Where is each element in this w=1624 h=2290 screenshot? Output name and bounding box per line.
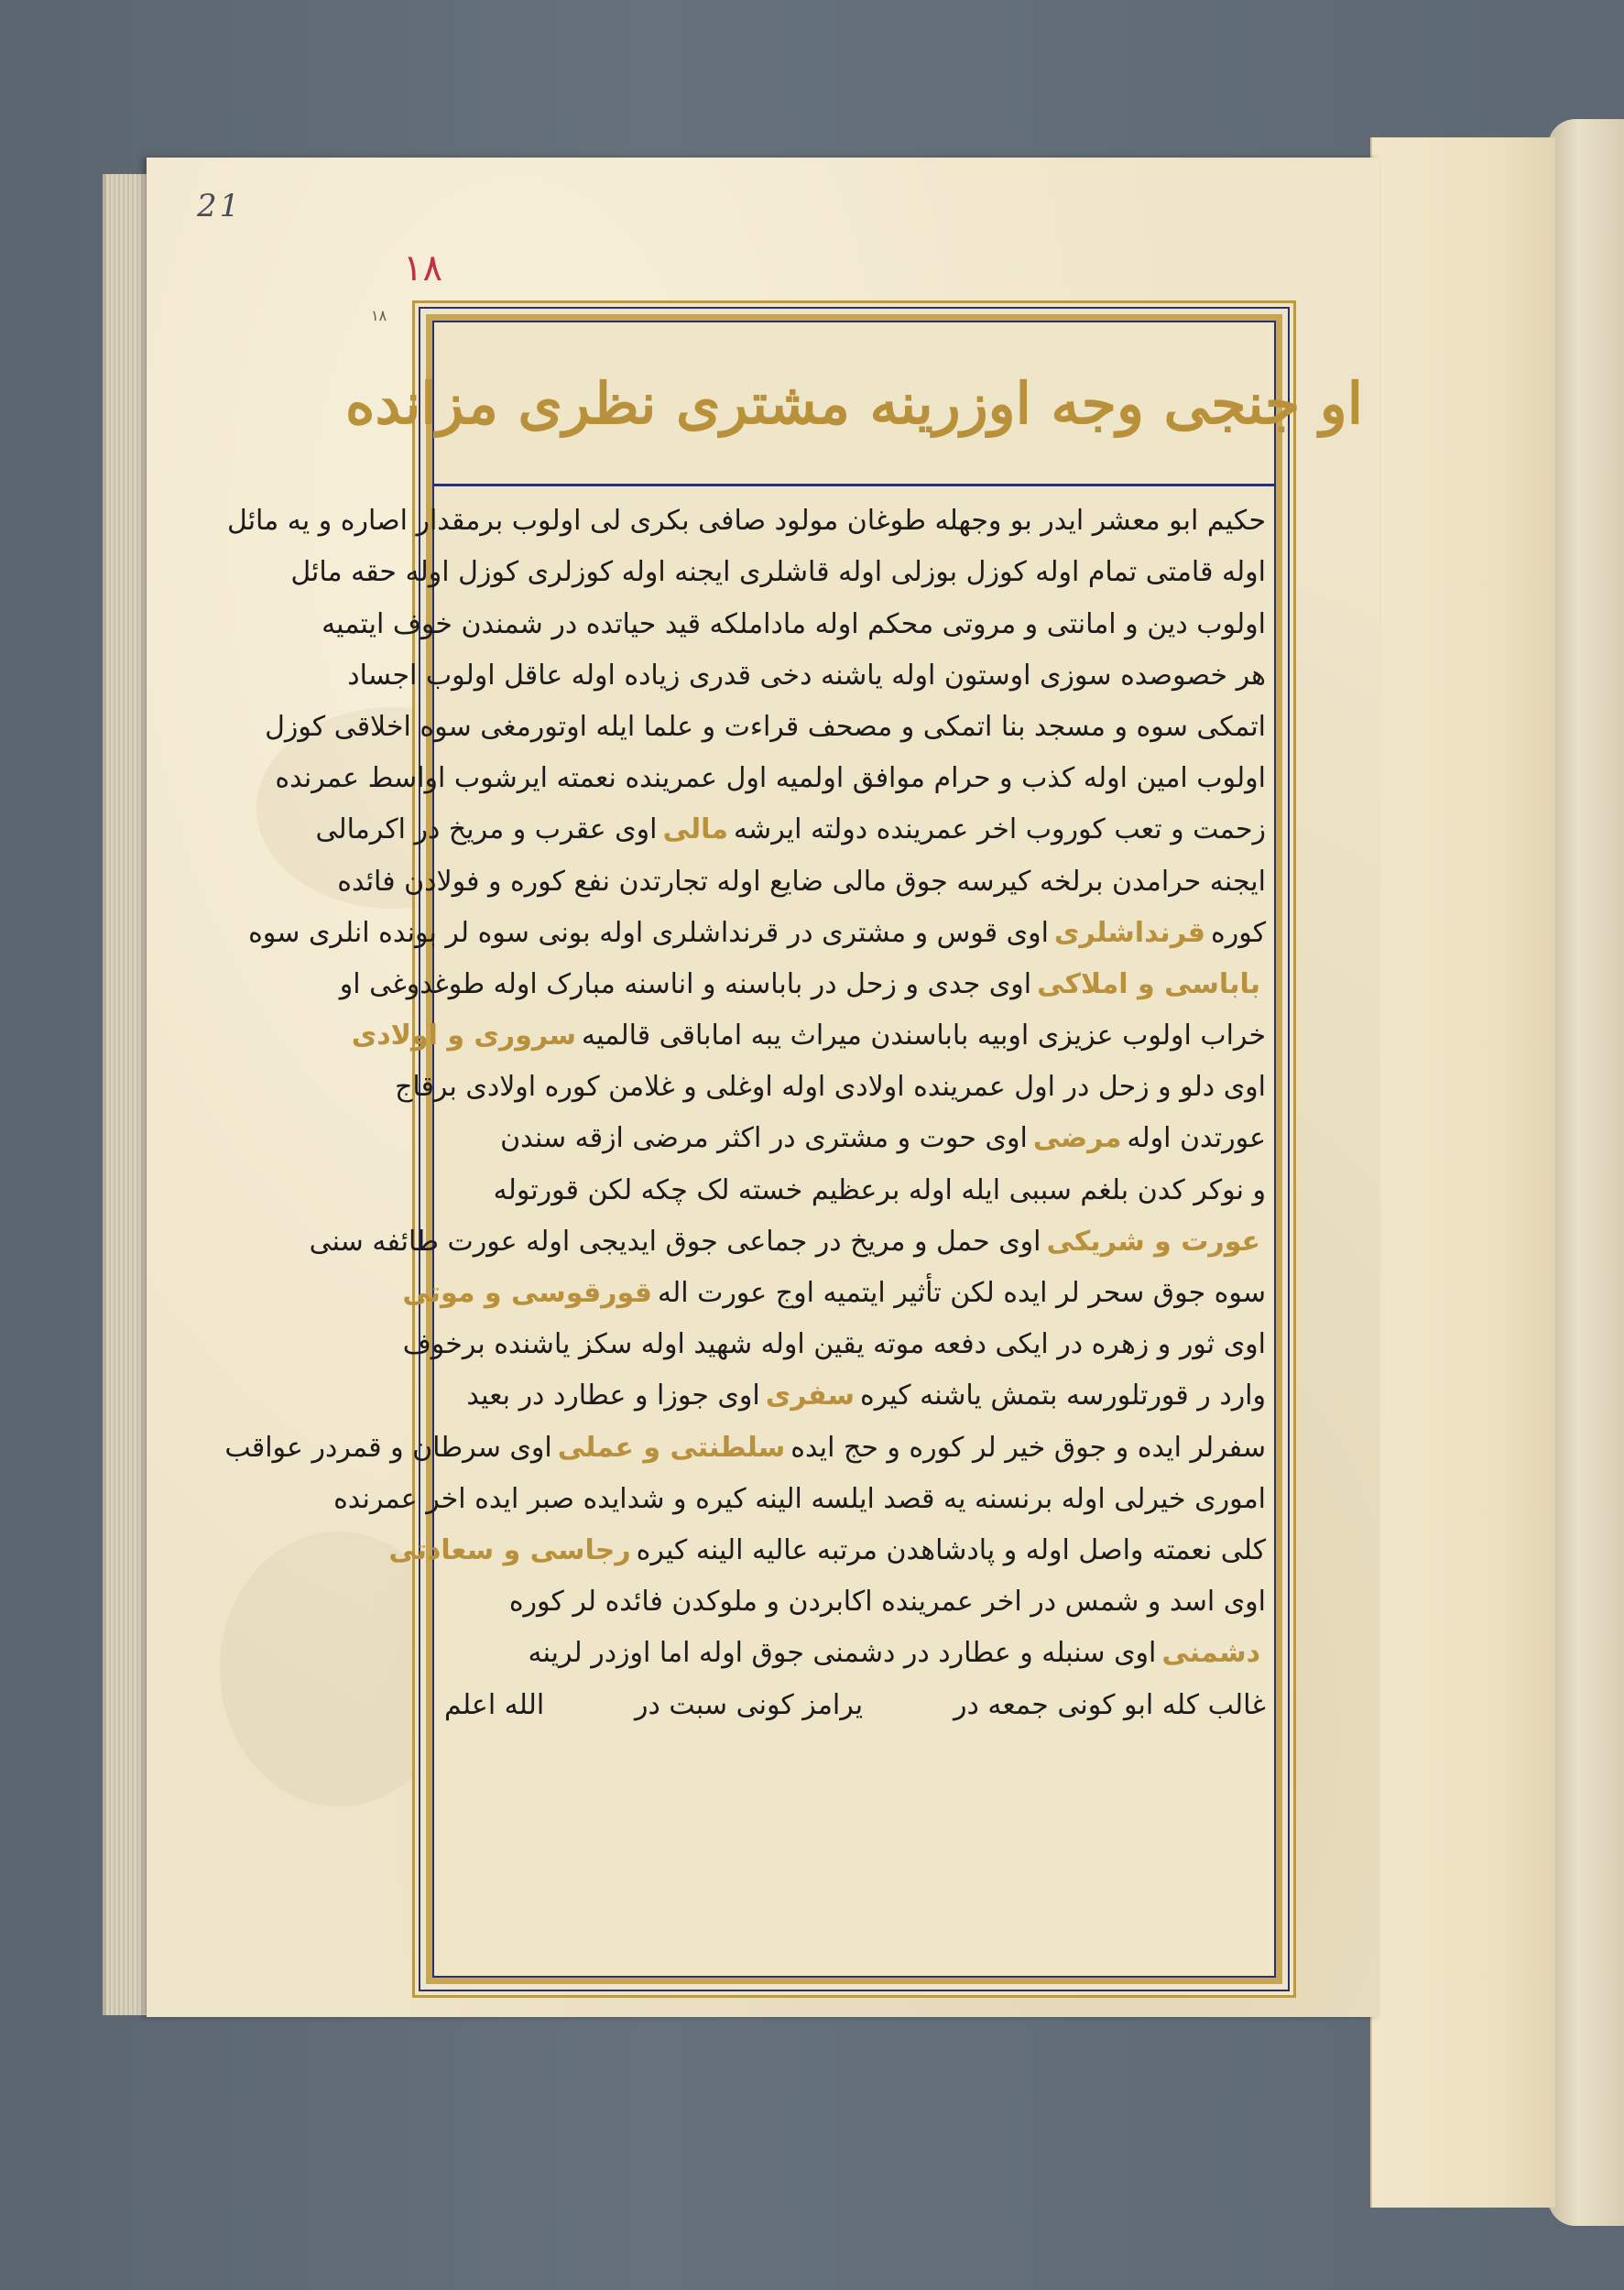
rubric: سلطنتی و عملی bbox=[557, 1431, 786, 1464]
text-segment: اوی اسد و شمس در اخر عمرینده اکابردن و ملوکدن فائده لر کوره bbox=[508, 1586, 1266, 1619]
text-line bbox=[275, 751, 1270, 802]
rubric: سفری bbox=[765, 1379, 855, 1412]
text-segment: سوه جوق سحر لر ایده لکن تأثیر ایتمیه اوج عورت اله bbox=[657, 1277, 1266, 1309]
text-segment: و نوکر کدن بلغم سببی ایله اوله برعظیم خسته لک چکه لکن قورتوله bbox=[493, 1173, 1266, 1206]
text-segment: کوره bbox=[1211, 916, 1266, 949]
text-line bbox=[441, 1162, 1270, 1214]
text-segment: اوی حوت و مشتری در اکثر مرضی ازقه سندن bbox=[500, 1122, 1028, 1155]
text-segment: اوی عقرب و مریخ در اکرمالی bbox=[315, 813, 658, 846]
last-line-right: غالب کله ابو کونی جمعه در bbox=[953, 1688, 1266, 1721]
text-line bbox=[347, 649, 1270, 700]
text-line bbox=[441, 1111, 1270, 1162]
text-segment: خراب اولوب عزیزی اوبیه باباسندن میراث یبه اماباقی قالمیه bbox=[582, 1020, 1266, 1052]
text-line bbox=[248, 906, 1270, 957]
text-line bbox=[441, 1575, 1270, 1626]
text-segment: سفرلر ایده و جوق خیر لر کوره و حج ایده bbox=[790, 1431, 1266, 1464]
text-line bbox=[441, 1626, 1270, 1677]
text-segment: اتمکی سوه و مسجد بنا اتمکی و مصحف قراءت و علما ایله اوتورمغی سوه اخلاقی کوزل bbox=[265, 710, 1266, 743]
heading-band bbox=[345, 322, 1363, 486]
facing-page bbox=[1370, 137, 1555, 2208]
text-segment: زحمت و تعب کوروب اخر عمرینده دولته ایرشه bbox=[733, 813, 1266, 846]
text-line bbox=[224, 1420, 1270, 1471]
rubric: عورت و شریکی bbox=[1046, 1225, 1260, 1258]
text-line bbox=[290, 545, 1270, 596]
text-line bbox=[351, 1009, 1270, 1060]
text-segment: وارد ر قورتلورسه بتمش یاشنه کیره bbox=[859, 1379, 1266, 1412]
text-line bbox=[309, 1215, 1270, 1266]
text-line bbox=[322, 596, 1270, 648]
text-line bbox=[315, 802, 1270, 854]
rubric: باباسی و املاکی bbox=[1037, 967, 1260, 1000]
text-segment: اوی جدی و زحل در باباسنه و اناسنه مبارک اوله طوغدوغی او bbox=[339, 967, 1032, 1000]
rubric: قرنداشلری bbox=[1053, 916, 1205, 949]
text-line bbox=[395, 1060, 1270, 1111]
right-page-fold bbox=[1548, 119, 1624, 2226]
text-segment: کلی نعمته واصل اوله و پادشاهدن مرتبه عالیه الینه کیره bbox=[636, 1533, 1266, 1566]
text-line-last bbox=[441, 1677, 1270, 1728]
rubric: مالی bbox=[662, 813, 728, 846]
rubric: دشمنی bbox=[1161, 1637, 1260, 1670]
heading: او جنجی وجه اوزرینه مشتری نظری مزانده bbox=[345, 369, 1363, 437]
text-segment: اوی جوزا و عطارد در بعید bbox=[466, 1379, 760, 1412]
last-line-middle: یرامز کونی سبت در bbox=[635, 1688, 864, 1721]
text-line bbox=[226, 494, 1270, 545]
text-line bbox=[339, 957, 1270, 1009]
text-line bbox=[402, 1317, 1270, 1369]
page-number-small: ١٨ bbox=[371, 307, 387, 324]
text-segment: عورتدن اوله bbox=[1127, 1122, 1266, 1155]
text-line bbox=[388, 1523, 1270, 1575]
text-segment: اوی دلو و زحل در اول عمرینده اولادی اوله اوغلی و غلامن کوره اولادی برقاج bbox=[395, 1071, 1266, 1104]
page-number-red: ١٨ bbox=[403, 247, 442, 289]
last-line-left: الله اعلم bbox=[444, 1688, 545, 1721]
text-segment: حکیم ابو معشر ایدر بو وجهله طوغان مولود صافی بکری لی اولوب برمقدار اصاره و یه مائل bbox=[226, 505, 1266, 538]
text-segment: اولوب امین اوله کذب و حرام موافق اولمیه اول عمرینده نعمته ایرشوب اواسط عمرنده bbox=[275, 762, 1266, 795]
text-line bbox=[441, 1369, 1270, 1420]
text-segment: هر خصوصده سوزی اوستون اوله یاشنه دخی قدری زیاده اوله عاقل اولوب اجساد bbox=[347, 659, 1266, 692]
rubric: رجاسی و سعادتی bbox=[388, 1533, 631, 1566]
text-block bbox=[224, 494, 1270, 1729]
rubric: سروری و اولادی bbox=[351, 1020, 577, 1052]
text-segment: اوی سنبله و عطارد در دشمنی جوق اوله اما اوزدر لرینه bbox=[528, 1637, 1157, 1670]
folio-number: 21 bbox=[197, 188, 243, 224]
text-segment: اموری خیرلی اوله برنسنه یه قصد ایلسه الینه کیره و شدایده صبر ایده اخر عمرنده bbox=[333, 1482, 1266, 1515]
rubric: مرضی bbox=[1032, 1122, 1122, 1155]
text-line bbox=[402, 1266, 1270, 1317]
text-segment: اوی ثور و زهره در ایکی دفعه موته یقین اوله شهید اوله سکز یاشنده برخوف bbox=[402, 1328, 1266, 1361]
text-segment: اوی سرطان و قمردر عواقب bbox=[224, 1431, 552, 1464]
text-segment: اوی قوس و مشتری در قرنداشلری اوله بونی سوه لر بونده انلری سوه bbox=[248, 916, 1049, 949]
text-segment: اوله قامتی تمام اوله کوزل بوزلی اوله قاشلری ایجنه اوله کوزلری کوزل اوله حقه مائل bbox=[290, 556, 1266, 589]
text-line bbox=[337, 854, 1270, 905]
text-line bbox=[265, 700, 1270, 751]
rubric: قورقوسی و موتی bbox=[402, 1277, 652, 1309]
text-line bbox=[333, 1472, 1270, 1523]
text-segment: ایجنه حرامدن برلخه کیرسه جوق مالی ضایع اوله تجارتدن نفع کوره و فولادن فائده bbox=[337, 865, 1266, 898]
text-segment: اولوب دین و امانتی و مروتی محکم اوله ماداملکه قید حیاتده در شمندن خوف ایتمیه bbox=[322, 607, 1266, 640]
text-segment: اوی حمل و مریخ در جماعی جوق ایدیجی اوله عورت طائفه سنی bbox=[309, 1225, 1041, 1258]
